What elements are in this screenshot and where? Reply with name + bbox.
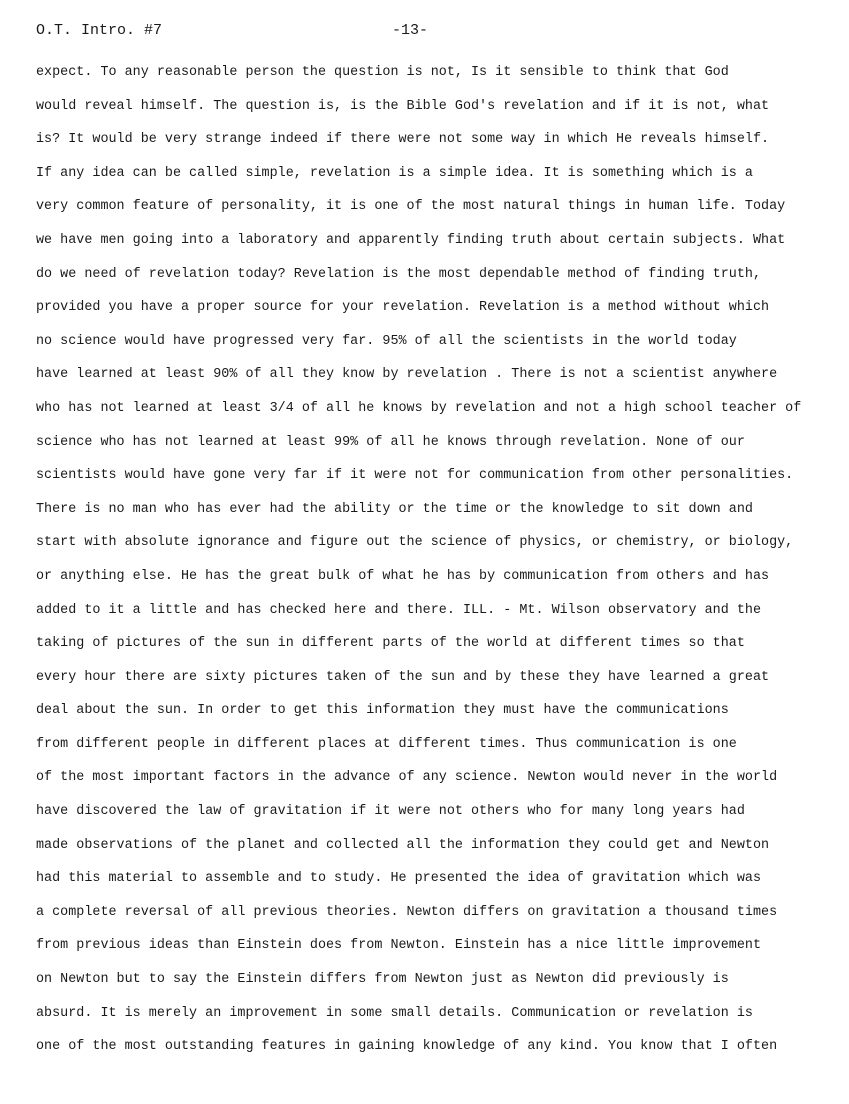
text-line: absurd. It is merely an improvement in some small details. Communication or revelation is (36, 1005, 753, 1021)
text-line: a complete reversal of all previous theories. Newton differs on gravitation a thousand times (36, 904, 778, 920)
text-line: There is no man who has ever had the ability or the time or the knowledge to sit down and (36, 501, 753, 517)
text-line: taking of pictures of the sun in different parts of the world at different times so that (36, 636, 745, 652)
text-line: would reveal himself. The question is, is the Bible God's revelation and if it is not, what (36, 98, 770, 114)
text-line: of the most important factors in the advance of any science. Newton would never in the world (36, 770, 778, 786)
text-line: do we need of revelation today? Revelation is the most dependable method of finding truth, (36, 266, 762, 282)
text-line: from different people in different places at different times. Thus communication is one (36, 736, 737, 752)
text-line: start with absolute ignorance and figure out the science of physics, or chemistry, or biology, (36, 535, 794, 551)
text-line: have discovered the law of gravitation if it were not others who for many long years had (36, 804, 745, 820)
text-line: from previous ideas than Einstein does from Newton. Einstein has a nice little improvement (36, 938, 762, 954)
text-line: no science would have progressed very far. 95% of all the scientists in the world today (36, 333, 737, 349)
page-number: -13- (392, 22, 429, 39)
text-line: who has not learned at least 3/4 of all he knows by revelation and not a high school teacher of (36, 400, 802, 416)
text-line: had this material to assemble and to study. He presented the idea of gravitation which was (36, 871, 762, 887)
text-line: or anything else. He has the great bulk of what he has by communication from others and has (36, 568, 770, 584)
text-line: expect. To any reasonable person the question is not, Is it sensible to think that God (36, 65, 729, 80)
text-line: added to it a little and has checked here and there. ILL. - Mt. Wilson observatory and the (36, 602, 762, 618)
text-line: one of the most outstanding features in gaining knowledge of any kind. You know that I often (36, 1039, 778, 1055)
page-header (36, 22, 819, 46)
text-line: we have men going into a laboratory and apparently finding truth about certain subjects. What (36, 232, 786, 248)
text-line: science who has not learned at least 99% of all he knows through revelation. None of our (36, 434, 745, 450)
text-line: scientists would have gone very far if it were not for communication from other personalities. (36, 468, 794, 484)
body-text (36, 56, 826, 1064)
text-line: very common feature of personality, it is one of the most natural things in human life. Today (36, 199, 786, 215)
text-line: deal about the sun. In order to get this information they must have the communications (36, 703, 729, 719)
text-line: made observations of the planet and collected all the information they could get and Newton (36, 837, 770, 853)
text-line: provided you have a proper source for your revelation. Revelation is a method without which (36, 300, 770, 316)
document-title: O.T. Intro. #7 (36, 22, 163, 39)
text-line: every hour there are sixty pictures taken of the sun and by these they have learned a great (36, 669, 770, 685)
text-line: is? It would be very strange indeed if there were not some way in which He reveals himself. (36, 132, 770, 148)
text-line: have learned at least 90% of all they know by revelation . There is not a scientist anywhere (36, 367, 778, 383)
text-line: on Newton but to say the Einstein differs from Newton just as Newton did previously is (36, 972, 729, 988)
text-line: If any idea can be called simple, revelation is a simple idea. It is something which is a (36, 165, 753, 181)
